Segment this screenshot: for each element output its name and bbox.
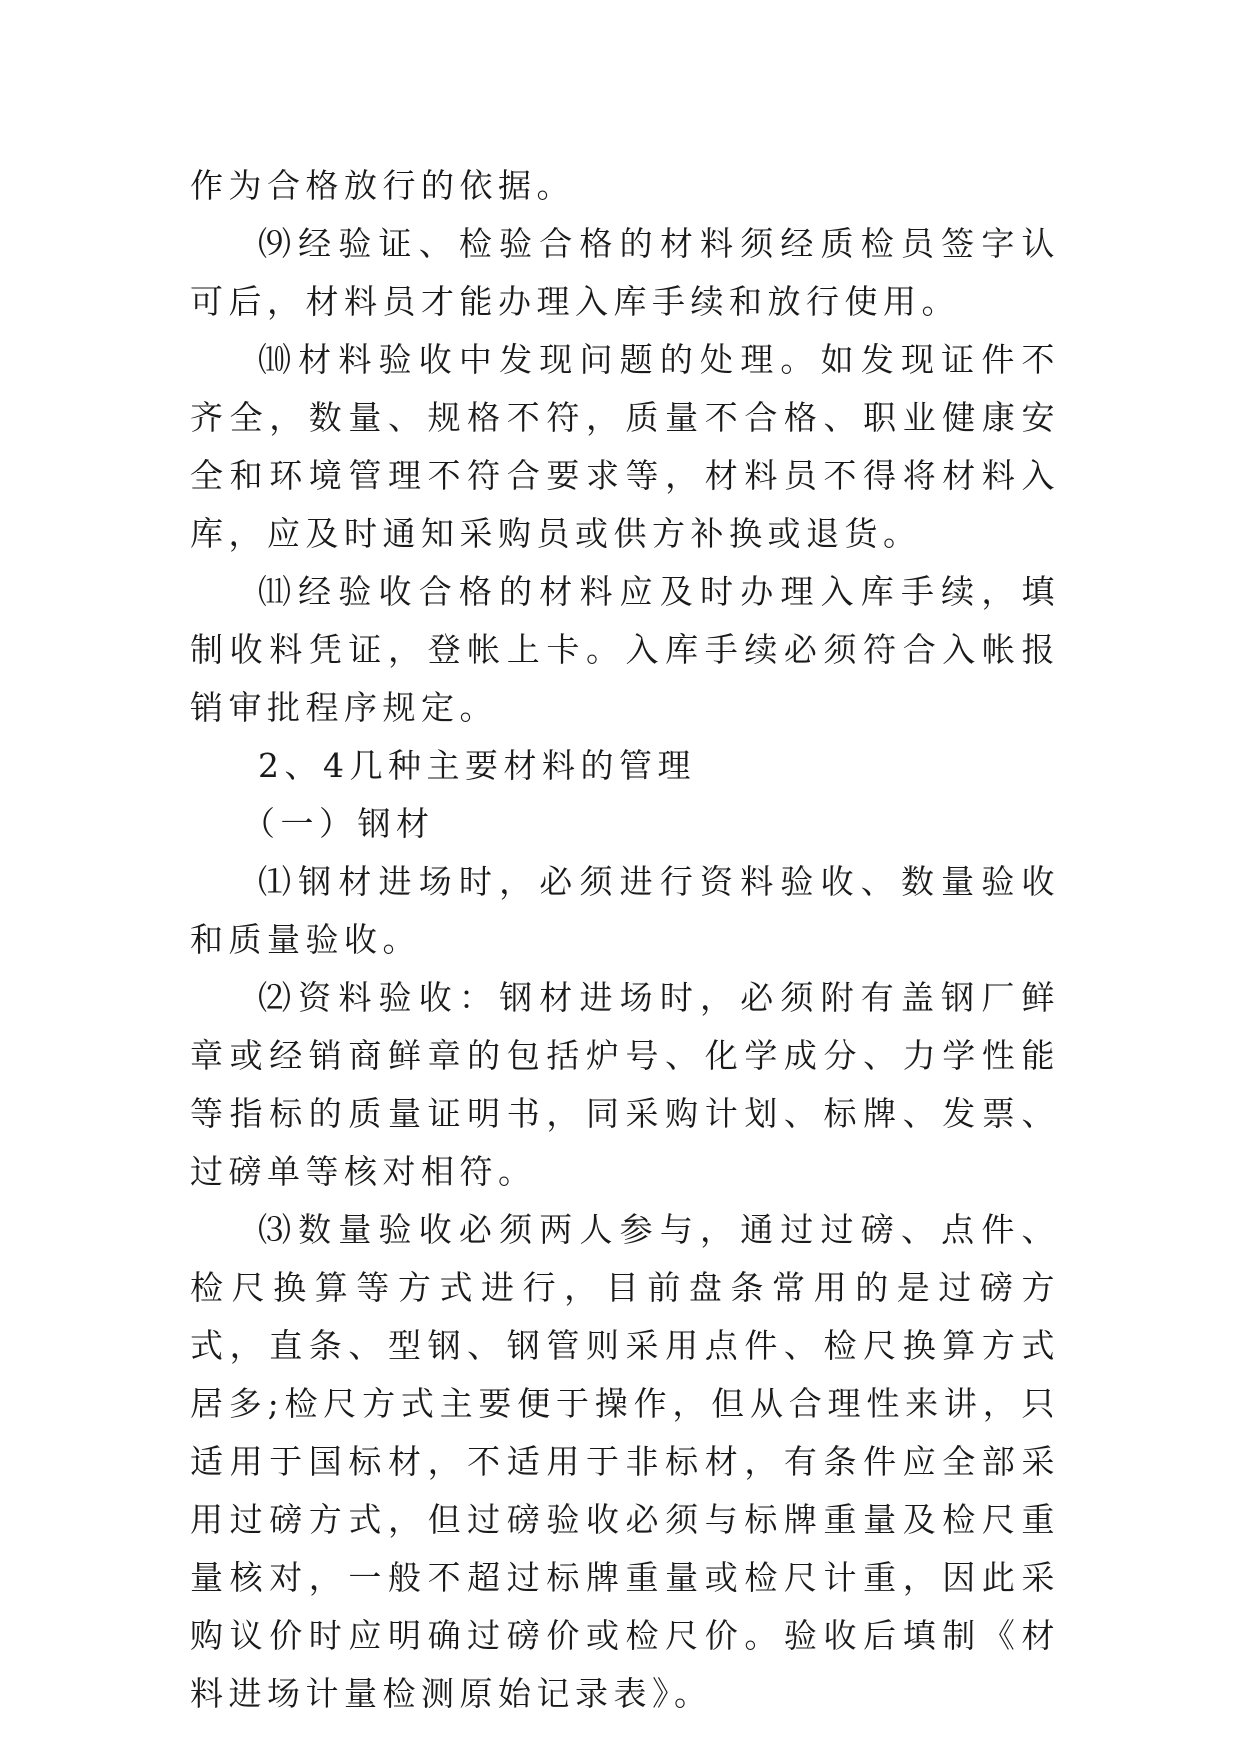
paragraph-item-1: ⑴钢材进场时，必须进行资料验收、数量验收和质量验收。 [190,862,1060,959]
paragraph-item-2: ⑵资料验收：钢材进场时，必须附有盖钢厂鲜章或经销商鲜章的包括炉号、化学成分、力学性能等指标的质量证明书，同采购计划、标牌、发票、过磅单等核对相符。 [190,978,1060,1191]
paragraph-continuation: 作为合格放行的依据。 [190,166,575,205]
section-heading: 2、4几种主要材料的管理 [258,746,696,785]
subsection-heading: （一）钢材 [242,804,435,843]
paragraph-item-9: ⑼经验证、检验合格的材料须经质检员签字认可后，材料员才能办理入库手续和放行使用。 [190,224,1060,321]
paragraph-item-3: ⑶数量验收必须两人参与，通过过磅、点件、检尺换算等方式进行，目前盘条常用的是过磅方式，直条、型钢、钢管则采用点件、检尺换算方式居多;检尺方式主要便于操作，但从合理性来讲，只适用于国标材，不适用于非标材，有条件应全部采用过磅方式，但过磅验收必须与标牌重量及检尺重量核对，一般不超过标牌重量或检尺计重，因此采购议价时应明确过磅价或检尺价。验收后填制《材料进场计量检测原始记录表》。 [190,1210,1060,1713]
paragraph-item-10: ⑽材料验收中发现问题的处理。如发现证件不齐全，数量、规格不符，质量不合格、职业健康安全和环境管理不符合要求等，材料员不得将材料入库，应及时通知采购员或供方补换或退货。 [190,340,1060,553]
paragraph-item-11: ⑾经验收合格的材料应及时办理入库手续，填制收料凭证，登帐上卡。入库手续必须符合入帐报销审批程序规定。 [190,572,1060,727]
document-body [190,157,1060,1723]
